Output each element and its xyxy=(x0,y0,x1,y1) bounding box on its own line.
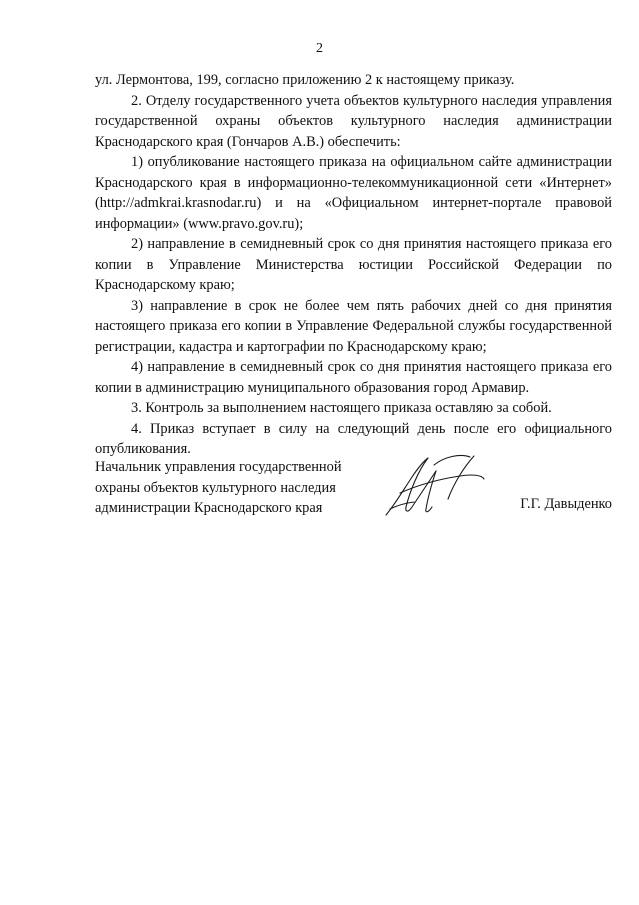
signer-position-line: администрации Краснодарского края xyxy=(95,500,323,516)
signer-name: Г.Г. Давыденко xyxy=(520,496,612,512)
paragraph-item-2: 2. Отделу государственного учета объектов культурного наследия управления государственной охраны объектов культурного наследия администрации Краснодарского края (Гончаров А.В.) обеспечить: xyxy=(95,92,612,150)
paragraph-subitem-4: 4) направление в семидневный срок со дня принятия настоящего приказа его копии в администрацию муниципального образования город Армавир. xyxy=(95,359,612,396)
handwritten-signature xyxy=(378,449,488,519)
signature-block xyxy=(95,457,612,527)
signer-position-line: охраны объектов культурного наследия xyxy=(95,479,336,496)
paragraph-continuation: ул. Лермонтова, 199, согласно приложению 2 к настоящему приказу. xyxy=(95,72,515,88)
paragraph-subitem-2: 2) направление в семидневный срок со дня принятия настоящего приказа его копии в Управление Министерства юстиции Российской Федерации по Краснодарскому краю; xyxy=(95,236,612,293)
paragraph-subitem-1: 1) опубликование настоящего приказа на официальном сайте администрации Краснодарского края в информационно-телекоммуникационной сети «Интернет» (http://admkrai.krasnodar.ru) и на «Официальном интернет-портале правовой информации» (www.pravo.gov.ru); xyxy=(95,154,612,232)
paragraph-subitem-3: 3) направление в срок не более чем пять рабочих дней со дня принятия настоящего приказа его копии в Управление Федеральной службы государственной регистрации, кадастра и картографии по Краснодарскому краю; xyxy=(95,297,612,355)
paragraph-item-3: 3. Контроль за выполнением настоящего приказа оставляю за собой. xyxy=(131,400,552,416)
signer-position-line: Начальник управления государственной xyxy=(95,459,342,475)
document-body xyxy=(95,70,612,460)
paragraph-item-4: 4. Приказ вступает в силу на следующий день после его официального опубликования. xyxy=(95,420,612,457)
signer-position xyxy=(95,457,395,519)
page-number: 2 xyxy=(316,41,323,56)
